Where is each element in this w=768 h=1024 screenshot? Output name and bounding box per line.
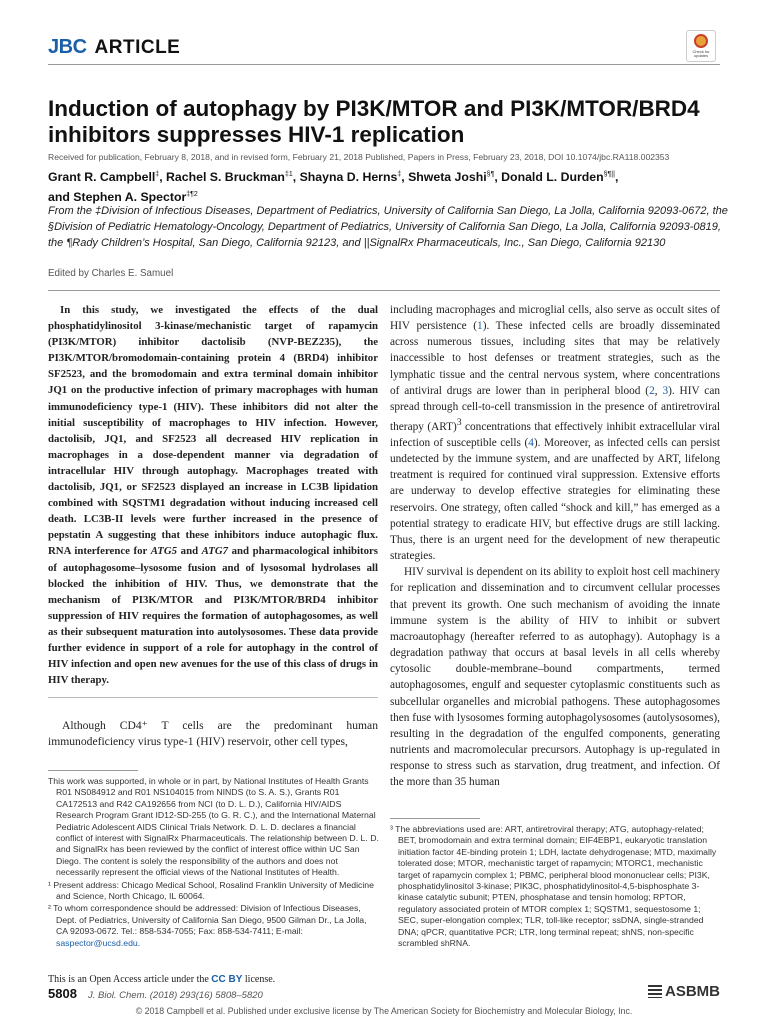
publication-history: Received for publication, February 8, 2018, and in revised form, February 21, 2018 Published, Papers in Press, February 23, 2018, DOI 10.1074/jbc.RA118.002353 (48, 152, 670, 162)
author-affiliation-mark: ‡ (397, 171, 402, 178)
author[interactable]: Shayna D. Herns (299, 170, 398, 185)
citation-link[interactable]: 1 (477, 320, 483, 333)
body-paragraph: HIV survival is dependent on its ability to exploit host cell machinery for replication and dissemination and to circumvent cellular processes that prevent its growth. One such mechanism of avoiding the innate immune system is the ability of HIV to inhibit or subvert macroautophagy (hereafter referred to as autophagy). Autophagy is a degradation pathway that occurs at basal levels in all cells whereby cytosolic double-membrane–bound compartments, termed autophagosomes, engulf and sequester cytoplasmic constituents such as subcellular organelles and microbial pathogens. These autophagosomes then fuse with lysosomes forming autophagolysosomes (autolysosomes), resulting in the degradation of the engulfed components, generating nutrients and macromolecular precursors. Autophagy is up-regulated in response to stress such as starvation, drug treatment, and infection. Of the more than 35 human (390, 566, 720, 789)
article-type-label: ARTICLE (94, 36, 181, 58)
left-column (48, 302, 378, 688)
body-text: ). Moreover, as infected cells can persist undetected by the immune system, and are unaffected by ART, lifelong treatment is required for continued viral suppression. Extensive efforts are underway to develop effective strategies for eliminating these reservoirs. One strategy, often called “shock and kill,” has emerged as a potential strategy to eradicate HIV, but effective drugs are still lacking. Thus, there is an urgent need for the development of new therapeutic strategies. (390, 437, 720, 563)
footnote-mark[interactable]: 3 (456, 418, 462, 429)
author-list (48, 166, 728, 206)
citation-link[interactable]: 2 (649, 384, 655, 397)
author[interactable]: Grant R. Campbell (48, 170, 156, 185)
affiliations: From the ‡Division of Infectious Diseases, Department of Pediatrics, University of California San Diego, La Jolla, California 92093-0672, the §Division of Pediatric Hematology-Oncology, Department of Pediatrics, University of California San Diego, La Jolla, California 92093-0819, the ¶Rady Children’s Hospital, San Diego, California 92123, and ||SignalRx Pharmaceuticals, Inc., San Diego, California 92130 (48, 205, 728, 249)
oa-text: This is an Open Access article under the (48, 974, 212, 985)
oa-text: license. (242, 974, 276, 985)
edited-by: Edited by Charles E. Samuel (48, 268, 174, 279)
footnote-1 (48, 880, 380, 903)
abstract-divider (48, 697, 378, 698)
header-divider (48, 64, 720, 65)
author-affiliation-mark: ‡¶2 (186, 191, 198, 199)
introduction-paragraph: Although CD4⁺ T cells are the predominant human immunodeficiency virus type-1 (HIV) reservoir, other cell types, (48, 719, 378, 748)
author-affiliation-mark: ‡1 (284, 171, 293, 178)
footnote-mark: ² (48, 903, 51, 914)
email-link[interactable]: saspector@ucsd.edu (56, 937, 138, 948)
citation-link[interactable]: 4 (528, 437, 534, 450)
asbmb-icon (648, 985, 662, 998)
funding-footnote: This work was supported, in whole or in part, by National Institutes of Health Grants R01 NS084912 and R01 NS104015 from NINDS (to S. A. S.), Grants R01 CA172513 and R42 CA192656 from NCI (to D. L. D.), California HIV/AIDS Research Program Grant ID12-SD-255 (to G. R. C.), and the International Maternal Pediatric Adolescent AIDS Clinical Trials Network. D. L. D. declares a financial conflict of interest with SignalRx Pharmaceuticals. The relationship between D. L. D. and SignalRx has been reviewed by the conflict of interest office within UC San Diego. The content is solely the responsibility of the authors and does not necessarily represent the official views of the National Institutes of Health. (48, 776, 379, 878)
citation-link[interactable]: 3 (662, 384, 669, 397)
body-text: , (654, 384, 663, 397)
footnote-2 (48, 903, 380, 949)
page-number: 5808 (48, 986, 77, 1001)
jbc-logo: JBC (48, 36, 87, 58)
author-affiliation-mark: ‡ (155, 171, 160, 178)
body-text: including macrophages and microglial cells, also serve as occult sites of HIV persistence ( (390, 304, 720, 333)
journal-header (48, 36, 180, 59)
article-title: Induction of autophagy by PI3K/MTOR and PI3K/MTOR/BRD4 inhibitors suppresses HIV-1 replication (48, 96, 700, 147)
abstract (48, 302, 378, 688)
footnote-divider (390, 818, 480, 819)
author[interactable]: Rachel S. Bruckman (166, 170, 285, 185)
front-matter-divider (48, 290, 720, 291)
check-updates-icon (694, 34, 708, 48)
body-text: ). HIV can spread through cell-to-cell transmission in the presence of antiretroviral therapy (ART) (390, 384, 720, 433)
author-separator: , (401, 170, 409, 185)
journal-citation: J. Biol. Chem. (2018) 293(16) 5808–5820 (88, 990, 263, 1001)
gene-name: ATG7 (201, 545, 229, 558)
footnote-text: . (137, 937, 141, 948)
check-for-updates-badge[interactable] (686, 30, 716, 62)
author[interactable]: Shweta Joshi (408, 170, 487, 185)
right-column (390, 302, 720, 790)
author-affiliation-mark: §¶|| (603, 171, 615, 178)
author-separator: , (614, 170, 619, 185)
footnote-mark: ³ (390, 824, 393, 834)
footnote-text: Present address: Chicago Medical School, Rosalind Franklin University of Medicine and Science, North Chicago, IL 60064. (50, 879, 374, 902)
abstract-text: and (177, 545, 202, 558)
copyright-line: © 2018 Campbell et al. Published under exclusive license by The American Society for Biochemistry and Molecular Biology, Inc. (135, 1006, 633, 1016)
footnote-text: The abbreviations used are: ART, antiretroviral therapy; ATG, autophagy-related; BET, bromodomain and extra terminal domain; EIF4EBP1, eukaryotic translation initiation factor 4E-binding protein 1; LDH, lactate dehydrogenase; MTD, maximally tolerated dose; MTOR, mechanistic target of rapamycin; MTORC1, mechanistic target of rapamycin complex 1; PBMC, peripheral blood mononuclear cells; PI3K, phosphatidylinositol 3-kinase; PIK3C, phosphatidylinositol-4,5-bisphosphate 3-kinase catalytic subunit; PTEN, phosphatase and tensin homolog; RPTOR, regulatory associated protein of MTOR complex 1; SQSTM1, sequestosome 1; SEC, super-elongation complex; TLR, toll-like receptor; ssDNA, single-stranded DNA; qPCR, quantitative PCR; LTR, long terminal repeat; shNS, non-specific scrambled shRNA. (392, 824, 717, 949)
abstract-text: In this study, we investigated the effects of the dual phosphatidylinositol 3-kinase/mechanistic target of rapamycin (PI3K/MTOR) inhibitor dactolisib (NVP-BEZ235), the PI3K/MTOR/bromodomain-containing protein 4 (BRD4) inhibitor SF2523, and the bromodomain and extra terminal domain inhibitor JQ1 on the productive infection of primary macrophages with human immunodeficiency type-1 (HIV). These inhibitors did not alter the initial susceptibility of macrophages to HIV infection. However, dactolisib, JQ1, and SF2523 all decreased HIV replication in macrophages in a dose-dependent manner via degradation of intracellular HIV through autophagy. Macrophages treated with dactolisib, JQ1, or SF2523 displayed an increase in LC3B lipidation combined with SQSTM1 degradation without inducing increased cell death. LC3B-II levels were further increased in the presence of pepstatin A suggesting that these inhibitors induce autophagic flux. RNA interference for (48, 304, 378, 558)
author-separator: , (494, 170, 502, 185)
body-text: concentrations that effectively inhibit extracellular viral infection of susceptible cells ( (390, 420, 721, 450)
author-affiliation-mark: §¶ (486, 171, 495, 178)
gene-name: ATG5 (150, 545, 178, 558)
footnotes-left (48, 776, 380, 950)
author-separator: , (292, 170, 300, 185)
body-paragraph (390, 302, 720, 564)
publisher-logo (648, 983, 720, 1000)
license-link[interactable]: CC BY (211, 974, 243, 985)
footnote-text: To whom correspondence should be addressed: Division of Infectious Diseases, Dept. of Pediatrics, University of California San Diego, 9500 Gilman Dr., La Jolla, CA 92093-0672. Tel.: 858-534-7055; Fax: 858-534-7411; E-mail: (50, 903, 367, 937)
author[interactable]: Donald L. Durden (501, 170, 604, 185)
publisher-name: ASBMB (665, 983, 720, 1000)
author[interactable]: and Stephen A. Spector (48, 190, 187, 205)
abbreviations-footnote (390, 824, 722, 949)
open-access-notice (48, 974, 275, 985)
author-separator: , (159, 170, 167, 185)
check-updates-label: Check for updates (692, 49, 710, 58)
body-text: ). These infected cells are broadly disseminated across numerous tissues, including sites that may be relatively inaccessible to host defenses or treatment strategies, such as the lymphatic tissue and the central nervous system, where concentrations of antiviral drugs are lower than in peripheral blood ( (390, 320, 720, 397)
footnote-mark: ¹ (48, 879, 51, 890)
footnote-divider (48, 770, 138, 771)
abstract-text: and pharmacological inhibitors of autophagosome–lysosome fusion and of lysosomal hydrolases all blocked the inhibition of HIV. Thus, we demonstrate that the mechanism of PI3K/MTOR and PI3K/MTOR/BRD4 inhibitor suppression of HIV requires the formation of autophagosomes, as well as their subsequent maturation into autolysosomes. These data provide further evidence in support of a role for autophagy in the control of HIV infection and open new avenues for the use of this class of drugs in HIV therapy. (48, 545, 378, 687)
